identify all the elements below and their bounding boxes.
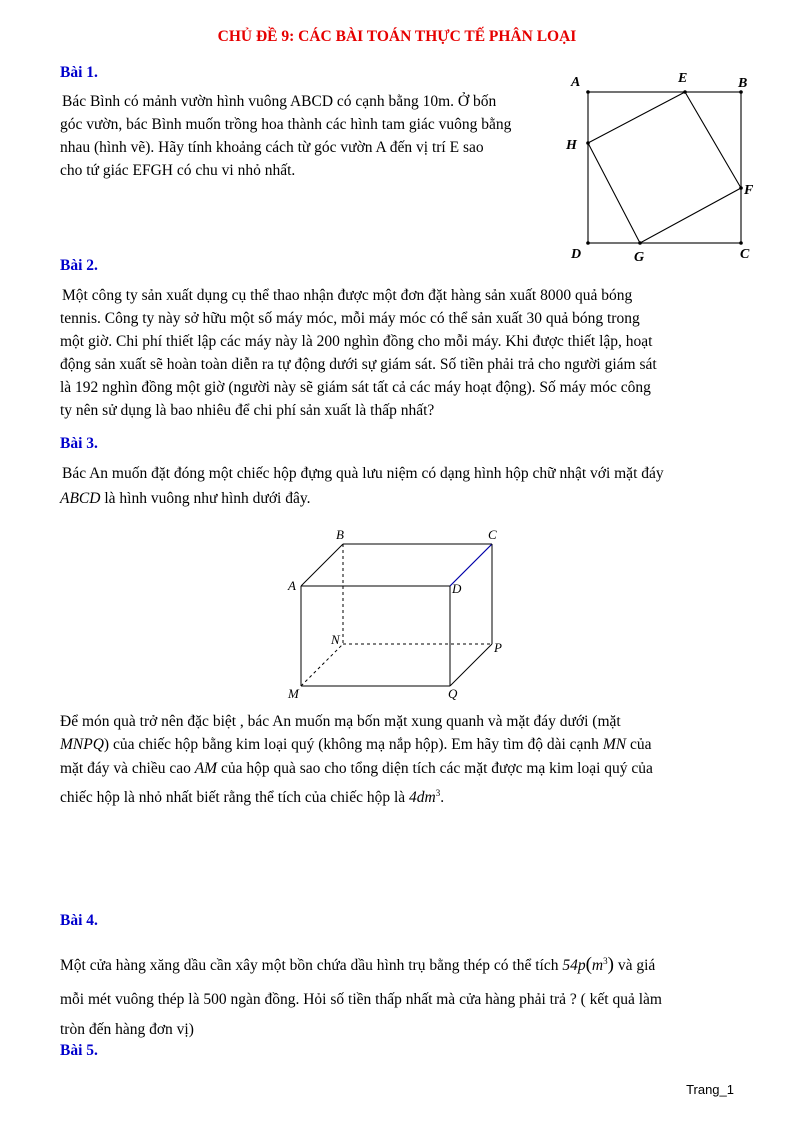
problem-2-line: một giờ. Chi phí thiết lập các máy này là 200 nghìn đồng cho mỗi máy. Khi được thiết lập, hoạt — [60, 333, 653, 350]
problem-4-heading: Bài 4. — [60, 912, 98, 929]
label-c: C — [488, 527, 497, 542]
page-number: Trang_1 — [686, 1082, 734, 1097]
label-a: A — [571, 75, 581, 90]
problem-3-body-text: mặt đáy và chiều cao — [60, 760, 195, 777]
problem-2-text — [60, 284, 737, 422]
label-h: H — [566, 138, 577, 153]
point-h — [586, 141, 590, 145]
problem-3-intro-line: là hình vuông như hình dưới đây. — [100, 490, 311, 507]
label-b: B — [738, 76, 748, 91]
problem-1-line: Bác Bình có mảnh vườn hình vuông ABCD có cạnh bằng 10m. Ở bốn — [62, 93, 497, 110]
square-garden-figure — [560, 66, 770, 266]
point-e — [683, 90, 687, 94]
math-unit: m — [591, 957, 604, 975]
problem-3-heading: Bài 3. — [60, 435, 98, 452]
label-b: B — [336, 527, 344, 542]
problem-4-text-part: và giá — [613, 957, 656, 975]
point-f — [739, 186, 743, 190]
label-m: M — [288, 686, 299, 701]
point-d — [586, 241, 590, 245]
math-abcd: ABCD — [60, 490, 101, 507]
label-p: P — [494, 640, 502, 655]
problem-3-intro-line: Bác An muốn đặt đóng một chiếc hộp đựng quà lưu niệm có dạng hình hộp chữ nhật với mặt đáy — [62, 465, 664, 482]
problem-1-heading: Bài 1. — [60, 64, 98, 81]
problem-1-line: góc vườn, bác Bình muốn trồng hoa thành các hình tam giác vuông bằng — [60, 116, 512, 133]
problem-5-heading: Bài 5. — [60, 1042, 98, 1059]
label-e: E — [678, 71, 688, 86]
point-g — [638, 241, 642, 245]
problem-4-line: tròn đến hàng đơn vị) — [60, 1021, 194, 1039]
label-d: D — [452, 581, 462, 596]
quadrilateral-efgh — [588, 92, 741, 243]
math-mnpq: MNPQ — [60, 736, 104, 753]
problem-3-body-text: chiếc hộp là nhỏ nhất biết rằng thể tích của chiếc hộp là — [60, 789, 410, 807]
problem-3-body-text: . — [440, 789, 445, 807]
math-volume-exponent: 3 — [435, 788, 441, 798]
label-c: C — [740, 247, 750, 262]
problem-2-line: tennis. Công ty này sở hữu một số máy móc, mỗi máy móc có thể sản xuất 30 quả bóng trong — [60, 310, 640, 327]
problem-4-text-part: Một cửa hàng xăng dầu cần xây một bồn chứa dầu hình trụ bằng thép có thể tích — [60, 957, 563, 975]
problem-3-body-text: của hộp quà sao cho tổng diện tích các mặt được mạ kim loại quý của — [217, 760, 653, 777]
math-volume: 4dm — [409, 789, 436, 807]
box-figure — [280, 524, 520, 704]
problem-2-line: động sản xuất sẽ hoàn toàn diễn ra tự động dưới sự giám sát. Số tiền phải trả cho người giám sát — [60, 356, 657, 373]
page-title: CHỦ ĐỀ 9: CÁC BÀI TOÁN THỰC TẾ PHÂN LOẠI — [217, 28, 577, 45]
math-unit-exponent: 3 — [603, 956, 608, 966]
problem-3-body-text: của — [626, 736, 652, 753]
edge-dc — [450, 544, 492, 586]
math-am: AM — [194, 760, 218, 777]
problem-4-line: mỗi mét vuông thép là 500 ngàn đồng. Hỏi số tiền thấp nhất mà cửa hàng phải trả ? ( kết quả làm — [60, 991, 662, 1009]
label-f: F — [744, 183, 754, 198]
math-volume-value: 54p — [562, 957, 586, 975]
label-d: D — [571, 247, 582, 262]
square-abcd — [588, 92, 741, 243]
problem-2-line: Một công ty sản xuất dụng cụ thể thao nhận được một đơn đặt hàng sản xuất 8000 quả bóng — [62, 287, 633, 304]
edge-ab — [301, 544, 343, 586]
label-n: N — [331, 632, 340, 647]
point-a — [586, 90, 590, 94]
label-a: A — [288, 578, 296, 593]
problem-2-heading: Bài 2. — [60, 257, 98, 274]
hidden-edge-mn — [301, 644, 343, 686]
problem-3-body — [60, 710, 737, 809]
problem-4-text: Một cửa hàng xăng dầu cần xây một bồn chứa dầu hình trụ bằng thép có thể tích $54p(m^3)$ và giá mỗi mét vuông thép là 500 ngàn đồng. Hỏi số tiền thấp nhất mà cửa hàng phải trả ? ( kết quả làm tròn đến hàng đơn vị) — [60, 944, 737, 1043]
problem-1-text — [60, 90, 560, 182]
edge-qp — [450, 644, 492, 686]
problem-1-line: nhau (hình vẽ). Hãy tính khoảng cách từ góc vườn A đến vị trí E sao — [60, 139, 484, 156]
point-c — [739, 241, 743, 245]
math-mn: MN — [602, 736, 627, 753]
problem-1-line: cho tứ giác EFGH có chu vi nhỏ nhất. — [60, 162, 296, 179]
problem-3-body-line: Để món quà trở nên đặc biệt , bác An muốn mạ bốn mặt xung quanh và mặt đáy dưới (mặt — [60, 713, 621, 730]
label-g: G — [634, 250, 645, 265]
problem-3-body-text: ) của chiếc hộp bằng kim loại quý (không mạ nắp hộp). Em hãy tìm độ dài cạnh — [103, 736, 599, 753]
problem-3-intro — [60, 462, 737, 510]
label-q: Q — [448, 686, 458, 701]
problem-2-line: là 192 nghìn đồng một giờ (người này sẽ giám sát tất cả các máy hoạt động). Số máy móc công — [60, 379, 651, 396]
problem-2-line: ty nên sử dụng là bao nhiêu để chi phí sản xuất là thấp nhất? — [60, 402, 435, 419]
